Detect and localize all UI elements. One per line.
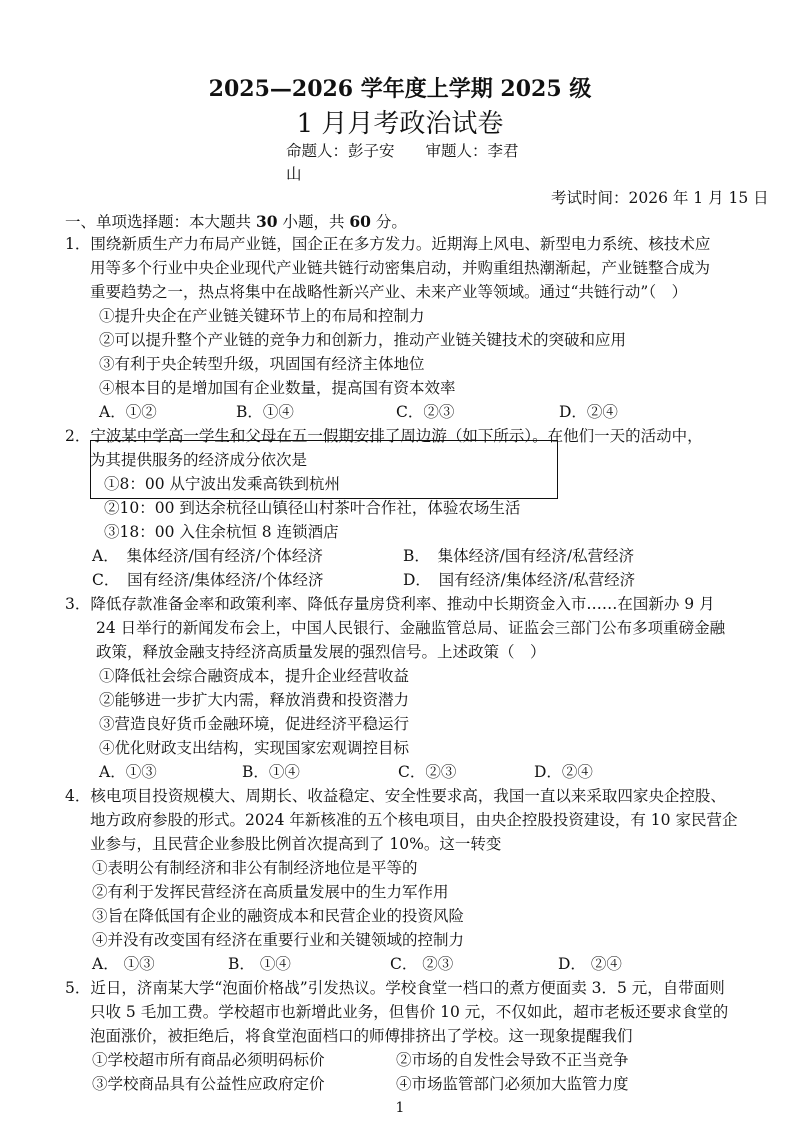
authors: 命题人：彭子安 审题人：李君 bbox=[286, 142, 519, 160]
q3-stem-line2: 24 日举行的新闻发布会上，中国人民银行、金融监管总局、证监会三部门公布多项重磅金融 bbox=[96, 619, 726, 637]
page-number: 1 bbox=[395, 1100, 405, 1116]
q3-statement-3: ③营造良好货币金融环境，促进经济平稳运行 bbox=[99, 715, 410, 733]
q5-statement-4: ④市场监管部门必须加大监管力度 bbox=[396, 1075, 629, 1093]
q5-stem-line1: 5．近日，济南某大学“泡面价格战”引发热议。学校食堂一档口的煮方便面卖 3．5 元，自带面则 bbox=[65, 979, 725, 997]
q4-option-a: A． ①③ bbox=[92, 955, 155, 973]
q2-option-b: B． 集体经济/国有经济/私营经济 bbox=[403, 547, 635, 565]
q3-option-a: A．①③ bbox=[99, 763, 157, 781]
q1-option-b: B．①④ bbox=[236, 403, 294, 421]
q2-stem-line2: 为其提供服务的经济成分依次是 bbox=[90, 451, 308, 469]
q4-stem-line2: 地方政府参股的形式。2024 年新核准的五个核电项目，由央企控股投资建设，有 10 家民营企 bbox=[90, 811, 738, 829]
q1-statement-3: ③有利于央企转型升级，巩固国有经济主体地位 bbox=[99, 355, 425, 373]
q4-option-b: B． ①④ bbox=[228, 955, 291, 973]
q4-statement-4: ④并没有改变国有经济在重要行业和关键领域的控制力 bbox=[92, 931, 465, 949]
section-suffix: 分。 bbox=[370, 213, 407, 231]
q2-schedule-3: ③18：00 入住余杭恒 8 连锁酒店 bbox=[104, 523, 339, 541]
q3-statement-4: ④优化财政支出结构，实现国家宏观调控目标 bbox=[99, 739, 410, 757]
q5-statement-2: ②市场的自发性会导致不正当竞争 bbox=[396, 1051, 629, 1069]
q1-statement-1: ①提升央企在产业链关键环节上的布局和控制力 bbox=[99, 307, 425, 325]
q4-statement-3: ③旨在降低国有企业的融资成本和民营企业的投资风险 bbox=[92, 907, 465, 925]
q5-statement-1: ①学校超市所有商品必须明码标价 bbox=[92, 1051, 325, 1069]
q1-stem-line1: 1．围绕新质生产力布局产业链，国企正在多方发力。近期海上风电、新型电力系统、核技术应 bbox=[65, 235, 711, 253]
q4-option-d: D． ②④ bbox=[558, 955, 622, 973]
q2-schedule-2: ②10：00 到达余杭径山镇径山村茶叶合作社，体验农场生活 bbox=[104, 499, 521, 517]
q1-statement-4: ④根本目的是增加国有企业数量，提高国有资本效率 bbox=[99, 379, 456, 397]
q5-stem-line3: 泡面涨价，被拒绝后，将食堂泡面档口的师傅排挤出了学校。这一现象提醒我们 bbox=[90, 1027, 633, 1045]
q4-statement-2: ②有利于发挥民营经济在高质量发展中的生力军作用 bbox=[92, 883, 449, 901]
q5-statement-3: ③学校商品具有公益性应政府定价 bbox=[92, 1075, 325, 1093]
q4-option-c: C． ②③ bbox=[390, 955, 454, 973]
exam-title-line1: 2025—2026 学年度上学期 2025 级 bbox=[208, 76, 592, 102]
authors-continued: 山 bbox=[286, 165, 302, 183]
q2-option-a: A． 集体经济/国有经济/个体经济 bbox=[92, 547, 323, 565]
q3-stem-line1: 3．降低存款准备金率和政策利率、降低存量房贷利率、推动中长期资金入市……在国新办 9 月 bbox=[65, 595, 715, 613]
q1-option-d: D．②④ bbox=[559, 403, 618, 421]
q3-statement-2: ②能够进一步扩大内需，释放消费和投资潜力 bbox=[99, 691, 410, 709]
question-count: 30 bbox=[255, 212, 278, 231]
q3-option-c: C．②③ bbox=[398, 763, 457, 781]
q1-stem-line3: 重要趋势之一，热点将集中在战略性新兴产业、未来产业等领域。通过“共链行动”（ ） bbox=[90, 283, 688, 301]
q5-stem-line2: 只收 5 毛加工费。学校超市也新增此业务，但售价 10 元，不仅如此，超市老板还要求食堂的 bbox=[90, 1003, 729, 1021]
q2-option-c: C． 国有经济/集体经济/个体经济 bbox=[92, 571, 324, 589]
q4-stem-line3: 业参与，且民营企业参股比例首次提高到了 10%。这一转变 bbox=[90, 835, 502, 853]
q2-schedule-1: ①8：00 从宁波出发乘高铁到杭州 bbox=[104, 475, 341, 493]
q1-option-c: C．②③ bbox=[396, 403, 455, 421]
q4-statement-1: ①表明公有制经济和非公有制经济地位是平等的 bbox=[92, 859, 418, 877]
q3-option-b: B．①④ bbox=[242, 763, 300, 781]
q1-stem-line2: 用等多个行业中央企业现代产业链共链行动密集启动，并购重组热潮渐起，产业链整合成为 bbox=[90, 259, 711, 277]
q3-option-d: D．②④ bbox=[534, 763, 593, 781]
section-prefix: 一、单项选择题：本大题共 bbox=[65, 213, 256, 231]
q1-option-a: A．①② bbox=[99, 403, 157, 421]
section-mid: 小题，共 bbox=[277, 213, 350, 231]
q3-statement-1: ①降低社会综合融资成本，提升企业经营收益 bbox=[99, 667, 410, 685]
q4-stem-line1: 4．核电项目投资规模大、周期长、收益稳定、安全性要求高，我国一直以来采取四家央企控股、 bbox=[65, 787, 726, 805]
q2-stem-line1: 2．宁波某中学高一学生和父母在五一假期安排了周边游（如下所示）。在他们一天的活动中， bbox=[65, 427, 703, 445]
q3-stem-line3: 政策，释放金融支持经济高质量发展的强烈信号。上述政策（ ） bbox=[96, 643, 546, 661]
exam-title-line2: 1 月月考政治试卷 bbox=[296, 109, 504, 139]
q1-statement-2: ②可以提升整个产业链的竞争力和创新力，推动产业链关键技术的突破和应用 bbox=[99, 331, 627, 349]
section-heading bbox=[65, 211, 407, 233]
exam-time: 考试时间：2026 年 1 月 15 日 bbox=[551, 189, 769, 207]
total-score: 60 bbox=[349, 212, 371, 231]
q2-option-d: D． 国有经济/集体经济/私营经济 bbox=[403, 571, 636, 589]
